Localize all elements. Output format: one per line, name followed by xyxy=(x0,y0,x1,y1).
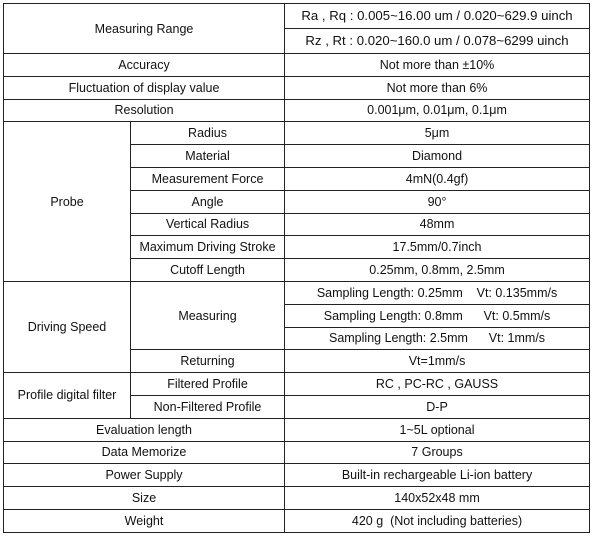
power-value: Built-in rechargeable Li-ion battery xyxy=(285,464,590,487)
table-row xyxy=(4,54,590,77)
memorize-label: Data Memorize xyxy=(4,441,285,464)
probe-radius-value: 5μm xyxy=(285,122,590,145)
probe-angle-label: Angle xyxy=(131,190,285,213)
probe-vertical-radius-label: Vertical Radius xyxy=(131,213,285,236)
table-row xyxy=(4,76,590,99)
table-row xyxy=(4,464,590,487)
probe-max-stroke-label: Maximum Driving Stroke xyxy=(131,236,285,259)
table-row xyxy=(4,122,590,145)
evaluation-label: Evaluation length xyxy=(4,418,285,441)
filter-non-filtered-label: Non-Filtered Profile xyxy=(131,395,285,418)
table-row xyxy=(4,99,590,122)
driving-measuring-value-1: Sampling Length: 0.25mm Vt: 0.135mm/s xyxy=(285,281,590,304)
fluctuation-value: Not more than 6% xyxy=(285,76,590,99)
specifications-table xyxy=(3,3,590,533)
table-row xyxy=(4,441,590,464)
filter-filtered-label: Filtered Profile xyxy=(131,373,285,396)
accuracy-value: Not more than ±10% xyxy=(285,54,590,77)
table-row xyxy=(4,4,590,29)
probe-max-stroke-value: 17.5mm/0.7inch xyxy=(285,236,590,259)
spec-table-container xyxy=(3,3,590,533)
probe-vertical-radius-value: 48mm xyxy=(285,213,590,236)
driving-measuring-value-2: Sampling Length: 0.8mm Vt: 0.5mm/s xyxy=(285,304,590,327)
probe-radius-label: Radius xyxy=(131,122,285,145)
probe-cutoff-value: 0.25mm, 0.8mm, 2.5mm xyxy=(285,259,590,282)
table-row xyxy=(4,281,590,304)
probe-label: Probe xyxy=(4,122,131,282)
table-row xyxy=(4,487,590,510)
evaluation-value: 1~5L optional xyxy=(285,418,590,441)
probe-cutoff-label: Cutoff Length xyxy=(131,259,285,282)
filter-label: Profile digital filter xyxy=(4,373,131,419)
size-value: 140x52x48 mm xyxy=(285,487,590,510)
probe-force-value: 4mN(0.4gf) xyxy=(285,167,590,190)
probe-angle-value: 90° xyxy=(285,190,590,213)
memorize-value: 7 Groups xyxy=(285,441,590,464)
driving-measuring-value-3: Sampling Length: 2.5mm Vt: 1mm/s xyxy=(285,327,590,350)
power-label: Power Supply xyxy=(4,464,285,487)
table-row xyxy=(4,418,590,441)
probe-material-label: Material xyxy=(131,145,285,168)
accuracy-label: Accuracy xyxy=(4,54,285,77)
filter-non-filtered-value: D-P xyxy=(285,395,590,418)
table-row xyxy=(4,509,590,532)
driving-returning-value: Vt=1mm/s xyxy=(285,350,590,373)
weight-label: Weight xyxy=(4,509,285,532)
table-row xyxy=(4,373,590,396)
probe-material-value: Diamond xyxy=(285,145,590,168)
probe-force-label: Measurement Force xyxy=(131,167,285,190)
size-label: Size xyxy=(4,487,285,510)
measuring-range-rz-rt: Rz , Rt : 0.020~160.0 um / 0.078~6299 uinch xyxy=(285,29,590,54)
resolution-label: Resolution xyxy=(4,99,285,122)
driving-measuring-label: Measuring xyxy=(131,281,285,349)
measuring-range-ra-rq: Ra , Rq : 0.005~16.00 um / 0.020~629.9 uinch xyxy=(285,4,590,29)
weight-value: 420 g (Not including batteries) xyxy=(285,509,590,532)
filter-filtered-value: RC , PC-RC , GAUSS xyxy=(285,373,590,396)
fluctuation-label: Fluctuation of display value xyxy=(4,76,285,99)
driving-speed-label: Driving Speed xyxy=(4,281,131,372)
measuring-range-label: Measuring Range xyxy=(4,4,285,54)
resolution-value: 0.001μm, 0.01μm, 0.1μm xyxy=(285,99,590,122)
driving-returning-label: Returning xyxy=(131,350,285,373)
